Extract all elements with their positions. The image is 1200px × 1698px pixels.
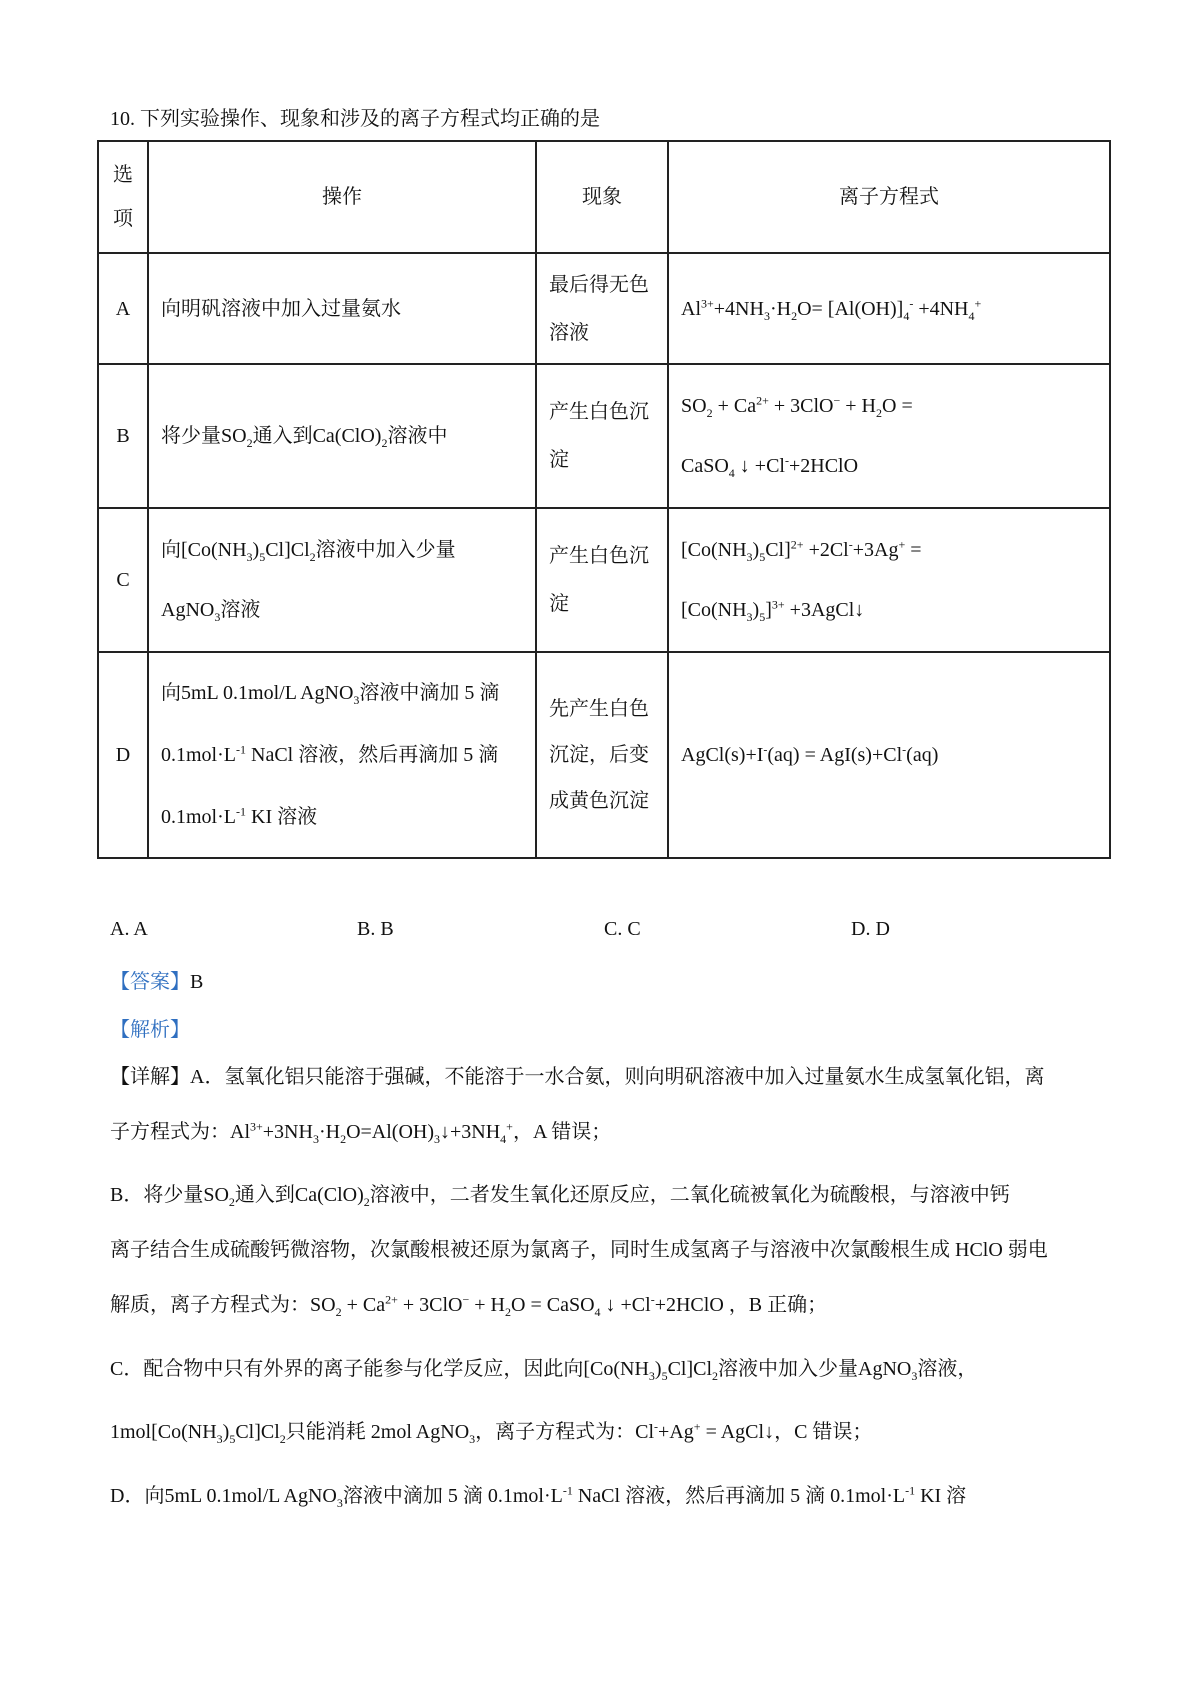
subscript: 3 <box>246 550 253 564</box>
subscript: 4 <box>728 466 735 480</box>
detail-line: 离子结合生成硫酸钙微溶物，次氯酸根被还原为氯离子，同时生成氢离子与溶液中次氯酸根生成 HClO 弱电 <box>110 1239 1048 1261</box>
subscript: 2 <box>335 1305 342 1319</box>
choice-c: C. C <box>604 918 641 940</box>
row-option: D <box>98 652 148 858</box>
row-phenomenon: 先产生白色沉淀，后变成黄色沉淀 <box>536 652 668 858</box>
detail-line: 子方程式为：$Al^{3+}+3NH_3\cdot H_2O=Al(OH)_3↓+3NH_4^+$，A 错误； <box>110 1119 612 1146</box>
detail-line: $1mol[Co(NH_3)_5Cl]Cl_2$只能消耗 2mol AgNO$_3$，离子方程式为：Cl-+Ag+ = AgCl↓，C 错误； <box>110 1419 873 1446</box>
subscript: 4 <box>594 1305 601 1319</box>
subscript: 3 <box>763 308 770 323</box>
row-phenomenon: 产生白色沉淀 <box>536 364 668 508</box>
question-title: 10. 下列实验操作、现象和涉及的离子方程式均正确的是 <box>110 108 600 130</box>
subscript: 2 <box>309 550 316 564</box>
row-option: A <box>98 253 148 364</box>
detail-line: B．将少量$SO_2$通入到$Ca(ClO)_2$溶液中，二者发生氧化还原反应，二氧化硫被氧化为硫酸根，与溶液中钙 <box>110 1184 1010 1209</box>
row-equation: $[Co(NH_3)_5Cl]^{2+} +2Cl^-+3Ag^+$ = $[Co(NH_3)_5]^{3+}$ +3AgCl↓ <box>668 508 1110 652</box>
row-equation: AgCl(s)+I-(aq) = AgI(s)+Cl-(aq) <box>668 652 1110 858</box>
answer <box>110 965 203 994</box>
table-row <box>98 253 1110 364</box>
superscript: − <box>462 1292 470 1307</box>
subscript: 3 <box>214 610 221 624</box>
table-header-row <box>98 141 1110 253</box>
superscript: -1 <box>905 1483 916 1498</box>
answer-value: B <box>190 971 204 993</box>
subscript: 2 <box>712 1369 719 1383</box>
header-option: 选 项 <box>98 141 148 253</box>
superscript: + <box>974 295 982 310</box>
subscript: 3 <box>746 610 753 624</box>
subscript: 2 <box>228 1195 235 1209</box>
subscript: 3 <box>469 1432 476 1446</box>
subscript: 4 <box>903 308 910 323</box>
subscript: 2 <box>706 406 713 420</box>
subscript: 2 <box>381 436 388 450</box>
subscript: 3 <box>336 1496 343 1510</box>
subscript: 3 <box>434 1132 440 1146</box>
subscript: 3 <box>216 1432 223 1446</box>
subscript: 5 <box>259 550 266 564</box>
superscript: − <box>833 393 841 408</box>
superscript: 2+ <box>790 537 804 552</box>
superscript: - <box>654 1419 659 1434</box>
choice-a: A. A <box>110 918 148 940</box>
subscript: 2 <box>505 1305 511 1319</box>
row-option: B <box>98 364 148 508</box>
superscript: - <box>784 453 789 468</box>
subscript: 2 <box>246 436 253 450</box>
subscript: 5 <box>229 1432 236 1446</box>
row-operation: 向5mL 0.1mol/L AgNO$_3$溶液中滴加 5 滴 $0.1mol\cdot L^{-1}$ NaCl 溶液，然后再滴加 5 滴 $0.1mol\cdot L^{-1}$ KI 溶液 <box>148 652 536 858</box>
row-operation: 将少量$SO_2$通入到$Ca(ClO)_2$溶液中 <box>148 364 536 508</box>
table-row <box>98 652 1110 858</box>
detail-line: 【详解】A．氢氧化铝只能溶于强碱，不能溶于一水合氨，则向明矾溶液中加入过量氨水生成氢氧化铝，离 <box>110 1066 1045 1088</box>
detail-line: C．配合物中只有外界的离子能参与化学反应，因此向$[Co(NH_3)_5Cl]Cl_2$溶液中加入少量AgNO$_3$溶液， <box>110 1358 978 1383</box>
table-row <box>98 508 1110 652</box>
superscript: + <box>898 537 906 552</box>
row-operation: 向明矾溶液中加入过量氨水 <box>148 253 536 364</box>
row-option: C <box>98 508 148 652</box>
superscript: -1 <box>562 1483 573 1498</box>
detail-line: 解质，离子方程式为：$SO_2 + Ca^{2+} + 3ClO^- + H_2O$ = CaSO$_4$ ↓ +Cl-+2HClO ，B 正确； <box>110 1292 828 1319</box>
superscript: 2+ <box>385 1292 398 1307</box>
choice-d: D. D <box>851 918 890 940</box>
header-operation: 操作 <box>148 141 536 253</box>
superscript: 2+ <box>756 393 769 408</box>
answer-label: 【答案】 <box>110 971 190 993</box>
superscript: 3+ <box>701 295 714 310</box>
subscript: 4 <box>500 1132 507 1146</box>
detail-line: D．向5mL 0.1mol/L AgNO$_3$溶液中滴加 5 滴 $0.1mol\cdot L^{-1}$ NaCl 溶液，然后再滴加 5 滴 $0.1mol\cdot L^{-1}$ KI 溶 <box>110 1483 967 1510</box>
row-phenomenon: 最后得无色溶液 <box>536 253 668 364</box>
row-operation: 向$[Co(NH_3)_5Cl]Cl_2$溶液中加入少量 AgNO$_3$溶液 <box>148 508 536 652</box>
superscript: + <box>506 1119 513 1134</box>
table-row <box>98 364 1110 508</box>
subscript: 4 <box>968 308 975 323</box>
subscript: 2 <box>791 308 798 323</box>
superscript: - <box>902 742 907 757</box>
superscript: - <box>909 295 914 310</box>
subscript: 2 <box>876 406 882 420</box>
row-equation: $Al^{3+}+4NH_3\cdot H_2O= [Al(OH)]_4^- +4NH_4^+$ <box>668 253 1110 364</box>
superscript: -1 <box>236 804 246 819</box>
subscript: 2 <box>363 1195 370 1209</box>
superscript: 3+ <box>771 597 785 612</box>
superscript: - <box>848 537 853 552</box>
superscript: 3+ <box>250 1119 263 1134</box>
subscript: 3 <box>353 693 360 707</box>
subscript: 5 <box>759 610 766 624</box>
experiment-table <box>97 140 1111 859</box>
subscript: 5 <box>661 1369 668 1383</box>
analysis-label: 【解析】 <box>110 1019 190 1041</box>
subscript: 3 <box>911 1369 918 1383</box>
header-phenomenon: 现象 <box>536 141 668 253</box>
subscript: 3 <box>648 1369 655 1383</box>
subscript: 5 <box>759 550 766 564</box>
subscript: 2 <box>340 1132 347 1146</box>
superscript: + <box>693 1419 701 1434</box>
superscript: -1 <box>236 742 246 757</box>
choice-b: B. B <box>357 918 394 940</box>
row-equation: $SO_2 + Ca^{2+} + 3ClO^- + H_2O$ = CaSO$_4$ ↓ +Cl-+2HClO <box>668 364 1110 508</box>
row-phenomenon: 产生白色沉淀 <box>536 508 668 652</box>
superscript: - <box>763 742 768 757</box>
subscript: 2 <box>279 1432 286 1446</box>
header-equation: 离子方程式 <box>668 141 1110 253</box>
subscript: 3 <box>746 550 753 564</box>
superscript: - <box>650 1292 655 1307</box>
subscript: 3 <box>312 1132 319 1146</box>
